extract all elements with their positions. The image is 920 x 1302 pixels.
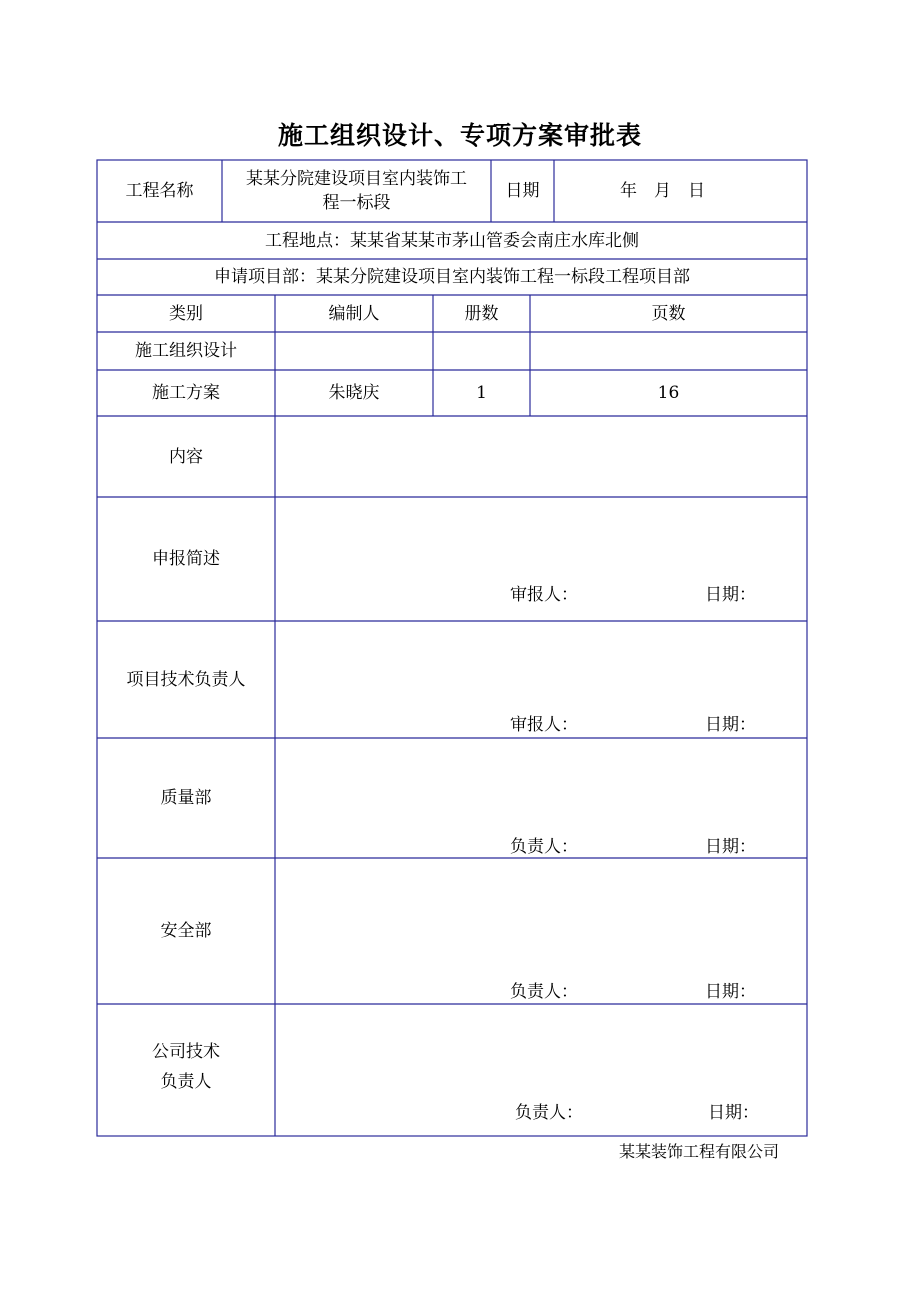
col-header-author: 编制人 [328, 303, 380, 324]
signer-label: 审报人： [510, 585, 578, 605]
section-label: 项目技术负责人 [126, 669, 246, 690]
project-name-value [222, 160, 491, 222]
row-pages [530, 332, 807, 370]
form-title: 施工组织设计、专项方案审批表 [277, 121, 642, 150]
row-volumes [433, 332, 530, 370]
sign-date-label: 日期： [705, 585, 756, 605]
sign-date-label: 日期： [708, 1103, 759, 1123]
section-label-line2: 负责人 [160, 1072, 212, 1092]
project-name-label: 工程名称 [125, 181, 194, 201]
signer-label: 负责人： [510, 982, 578, 1002]
signer-label: 负责人： [510, 837, 578, 857]
col-header-volumes: 册数 [464, 303, 499, 324]
content-label: 内容 [169, 446, 203, 467]
project-name-line2: 程一标段 [322, 193, 391, 213]
sign-date-label: 日期： [705, 982, 756, 1002]
sign-date-label: 日期： [705, 837, 756, 857]
section-label [97, 1040, 275, 1100]
date-value: 年 月 日 [620, 181, 705, 201]
company-name: 某某装饰工程有限公司 [618, 1142, 779, 1161]
row-volumes: 1 [476, 383, 487, 403]
date-label: 日期 [505, 181, 540, 201]
project-name-line1: 某某分院建设项目室内装饰工 [246, 169, 467, 189]
project-location: 工程地点：某某省某某市茅山管委会南庄水库北侧 [265, 230, 639, 251]
row-author [275, 332, 433, 370]
row-category: 施工方案 [152, 383, 220, 403]
sign-date-label: 日期： [705, 715, 756, 735]
section-label: 安全部 [160, 921, 212, 941]
col-header-category: 类别 [169, 303, 203, 324]
section-label: 质量部 [160, 788, 212, 808]
row-author: 朱晓庆 [328, 383, 380, 403]
section-label: 申报简述 [152, 549, 220, 569]
col-header-pages: 页数 [651, 303, 686, 324]
signer-label: 负责人： [515, 1103, 583, 1123]
row-pages: 16 [657, 383, 680, 403]
row-category: 施工组织设计 [135, 341, 237, 361]
applying-department: 申请项目部：某某分院建设项目室内装饰工程一标段工程项目部 [214, 267, 690, 287]
section-label-line1: 公司技术 [152, 1042, 220, 1062]
signer-label: 审报人： [510, 715, 578, 735]
